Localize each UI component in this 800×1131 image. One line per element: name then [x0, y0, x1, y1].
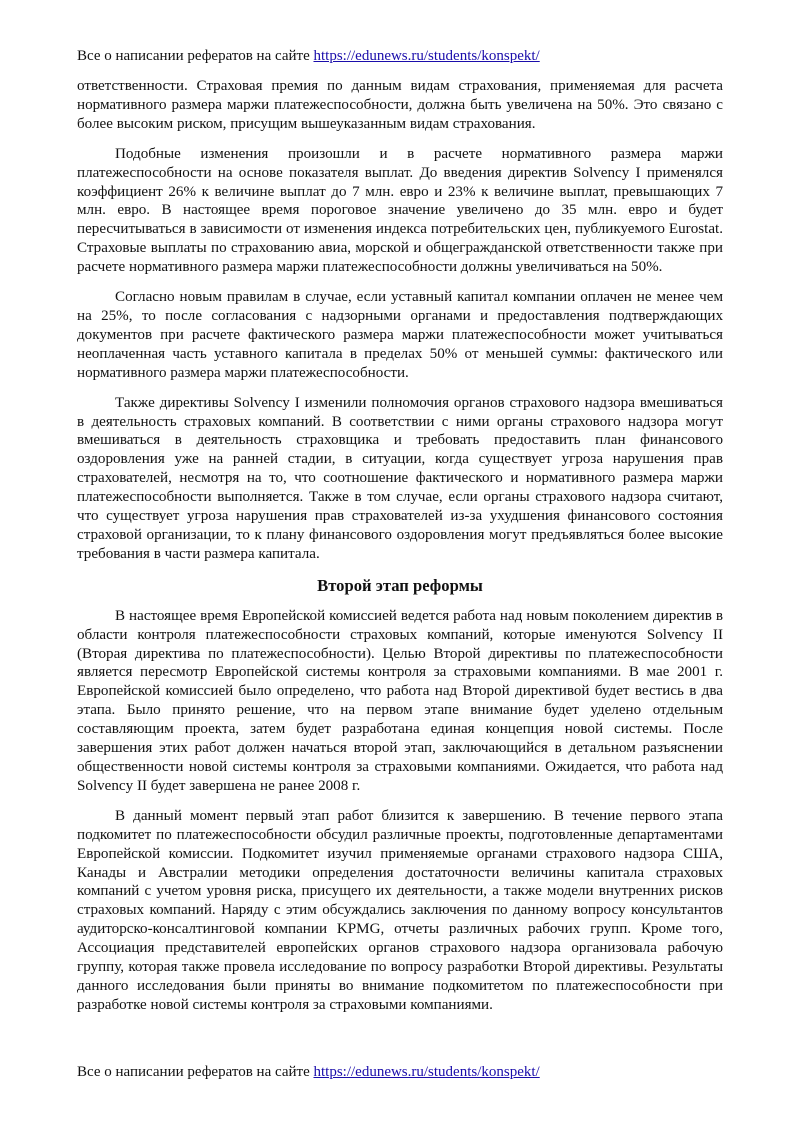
footer-link[interactable]: https://edunews.ru/students/konspekt/: [313, 1064, 540, 1080]
section-title: Второй этап реформы: [317, 575, 483, 595]
paragraph: В настоящее время Европейской комиссией ведется работа над новым поколением директив в области контроля платежеспособности страховых компаний, которые именуются Solvency II (Вторая директива по платежеспособности). Целью Второй директивы по платежеспособности является пересмотр Европейской системы контроля за страховыми компаниями. В мае 2001 г. Европейской комиссией было определено, что работа над Второй директивой будет вестись в два этапа. Было принято решение, что на первом этапе внимание будет уделено отдельным составляющим проекта, затем будет разработана единая концепция новой системы. После завершения этих работ должен начаться второй этап, заключающийся в детальном разъяснении общественности новой системы контроля за страховыми компаниями. Ожидается, что работа над Solvency II будет завершена не ранее 2008 г.: [77, 607, 723, 794]
page-footer: [77, 1063, 540, 1082]
paragraph: Согласно новым правилам в случае, если уставный капитал компании оплачен не менее чем на 25%, то после согласования с надзорными органами и предоставления подтверждающих документов при расчете фактического размера маржи платежеспособности может учитываться неоплаченная часть уставного капитала в пределах 50% от меньшей суммы: фактического или нормативного размера маржи платежеспособности.: [77, 289, 723, 381]
paragraph: Также директивы Solvency I изменили полномочия органов страхового надзора вмешиваться в деятельность страховых компаний. В соответствии с ними органы страхового надзора могут вмешиваться в деятельность страховщика и требовать предоставить план финансового оздоровления уже на ранней стадии, в ситуации, когда существует угроза нарушения прав страхователей, несмотря на то, что соотношение фактического и нормативного размера маржи платежеспособности выполняется. Также в том случае, если органы страхового надзора считают, что существует угроза нарушения прав страхователей из-за ухудшения финансового состояния страховой организации, то к плану финансового оздоровления могут предъявляться более высокие требования в части размера капитала.: [77, 394, 723, 562]
paragraph: ответственности. Страховая премия по данным видам страхования, применяемая для расчета нормативного размера маржи платежеспособности, должна быть увеличена на 50%. Это связано с более высоким риском, присущим вышеуказанным видам страхования.: [77, 78, 723, 132]
paragraph: Подобные изменения произошли и в расчете нормативного размера маржи платежеспособности на основе показателя выплат. До введения директив Solvency I применялся коэффициент 26% к величине выплат до 7 млн. евро и 23% к величине выплат, превышающих 7 млн. евро. В настоящее время пороговое значение увеличено до 35 млн. евро и будет пересчитываться в зависимости от изменения индекса потребительских цен, публикуемого Eurostat. Страховые выплаты по страхованию авиа, морской и общегражданской ответственности также при расчете нормативного размера маржи платежеспособности должны увеличиваться на 50%.: [77, 145, 723, 276]
paragraph: В данный момент первый этап работ близится к завершению. В течение первого этапа подкомитет по платежеспособности обсудил различные проекты, подготовленные департаментами Европейской комиссии. Подкомитет изучил применяемые органами страхового надзора США, Канады и Австралии методики определения достаточности величины капитала страховых компаний с учетом уровня риска, присущего их деятельности, а также модели внутренних рисков страховых компаний. Наряду с этим обсуждались заключения по данному вопросу консультантов аудиторско-консалтинговой компании KPMG, отчеты различных рабочих групп. Кроме того, Ассоциация представителей европейских органов страхового надзора организовала рабочую группу, которая также провела исследование по вопросу разработки Второй директивы. Результаты данного исследования были приняты во внимание подкомитетом по платежеспособности при разработке новой системы контроля за страховыми компаниями.: [77, 807, 723, 1013]
header-text: Все о написании рефератов на сайте: [77, 48, 314, 64]
page-header: [77, 47, 540, 66]
header-link[interactable]: https://edunews.ru/students/konspekt/: [313, 48, 540, 64]
footer-text: Все о написании рефератов на сайте: [77, 1064, 314, 1080]
document-body: [77, 77, 723, 1026]
